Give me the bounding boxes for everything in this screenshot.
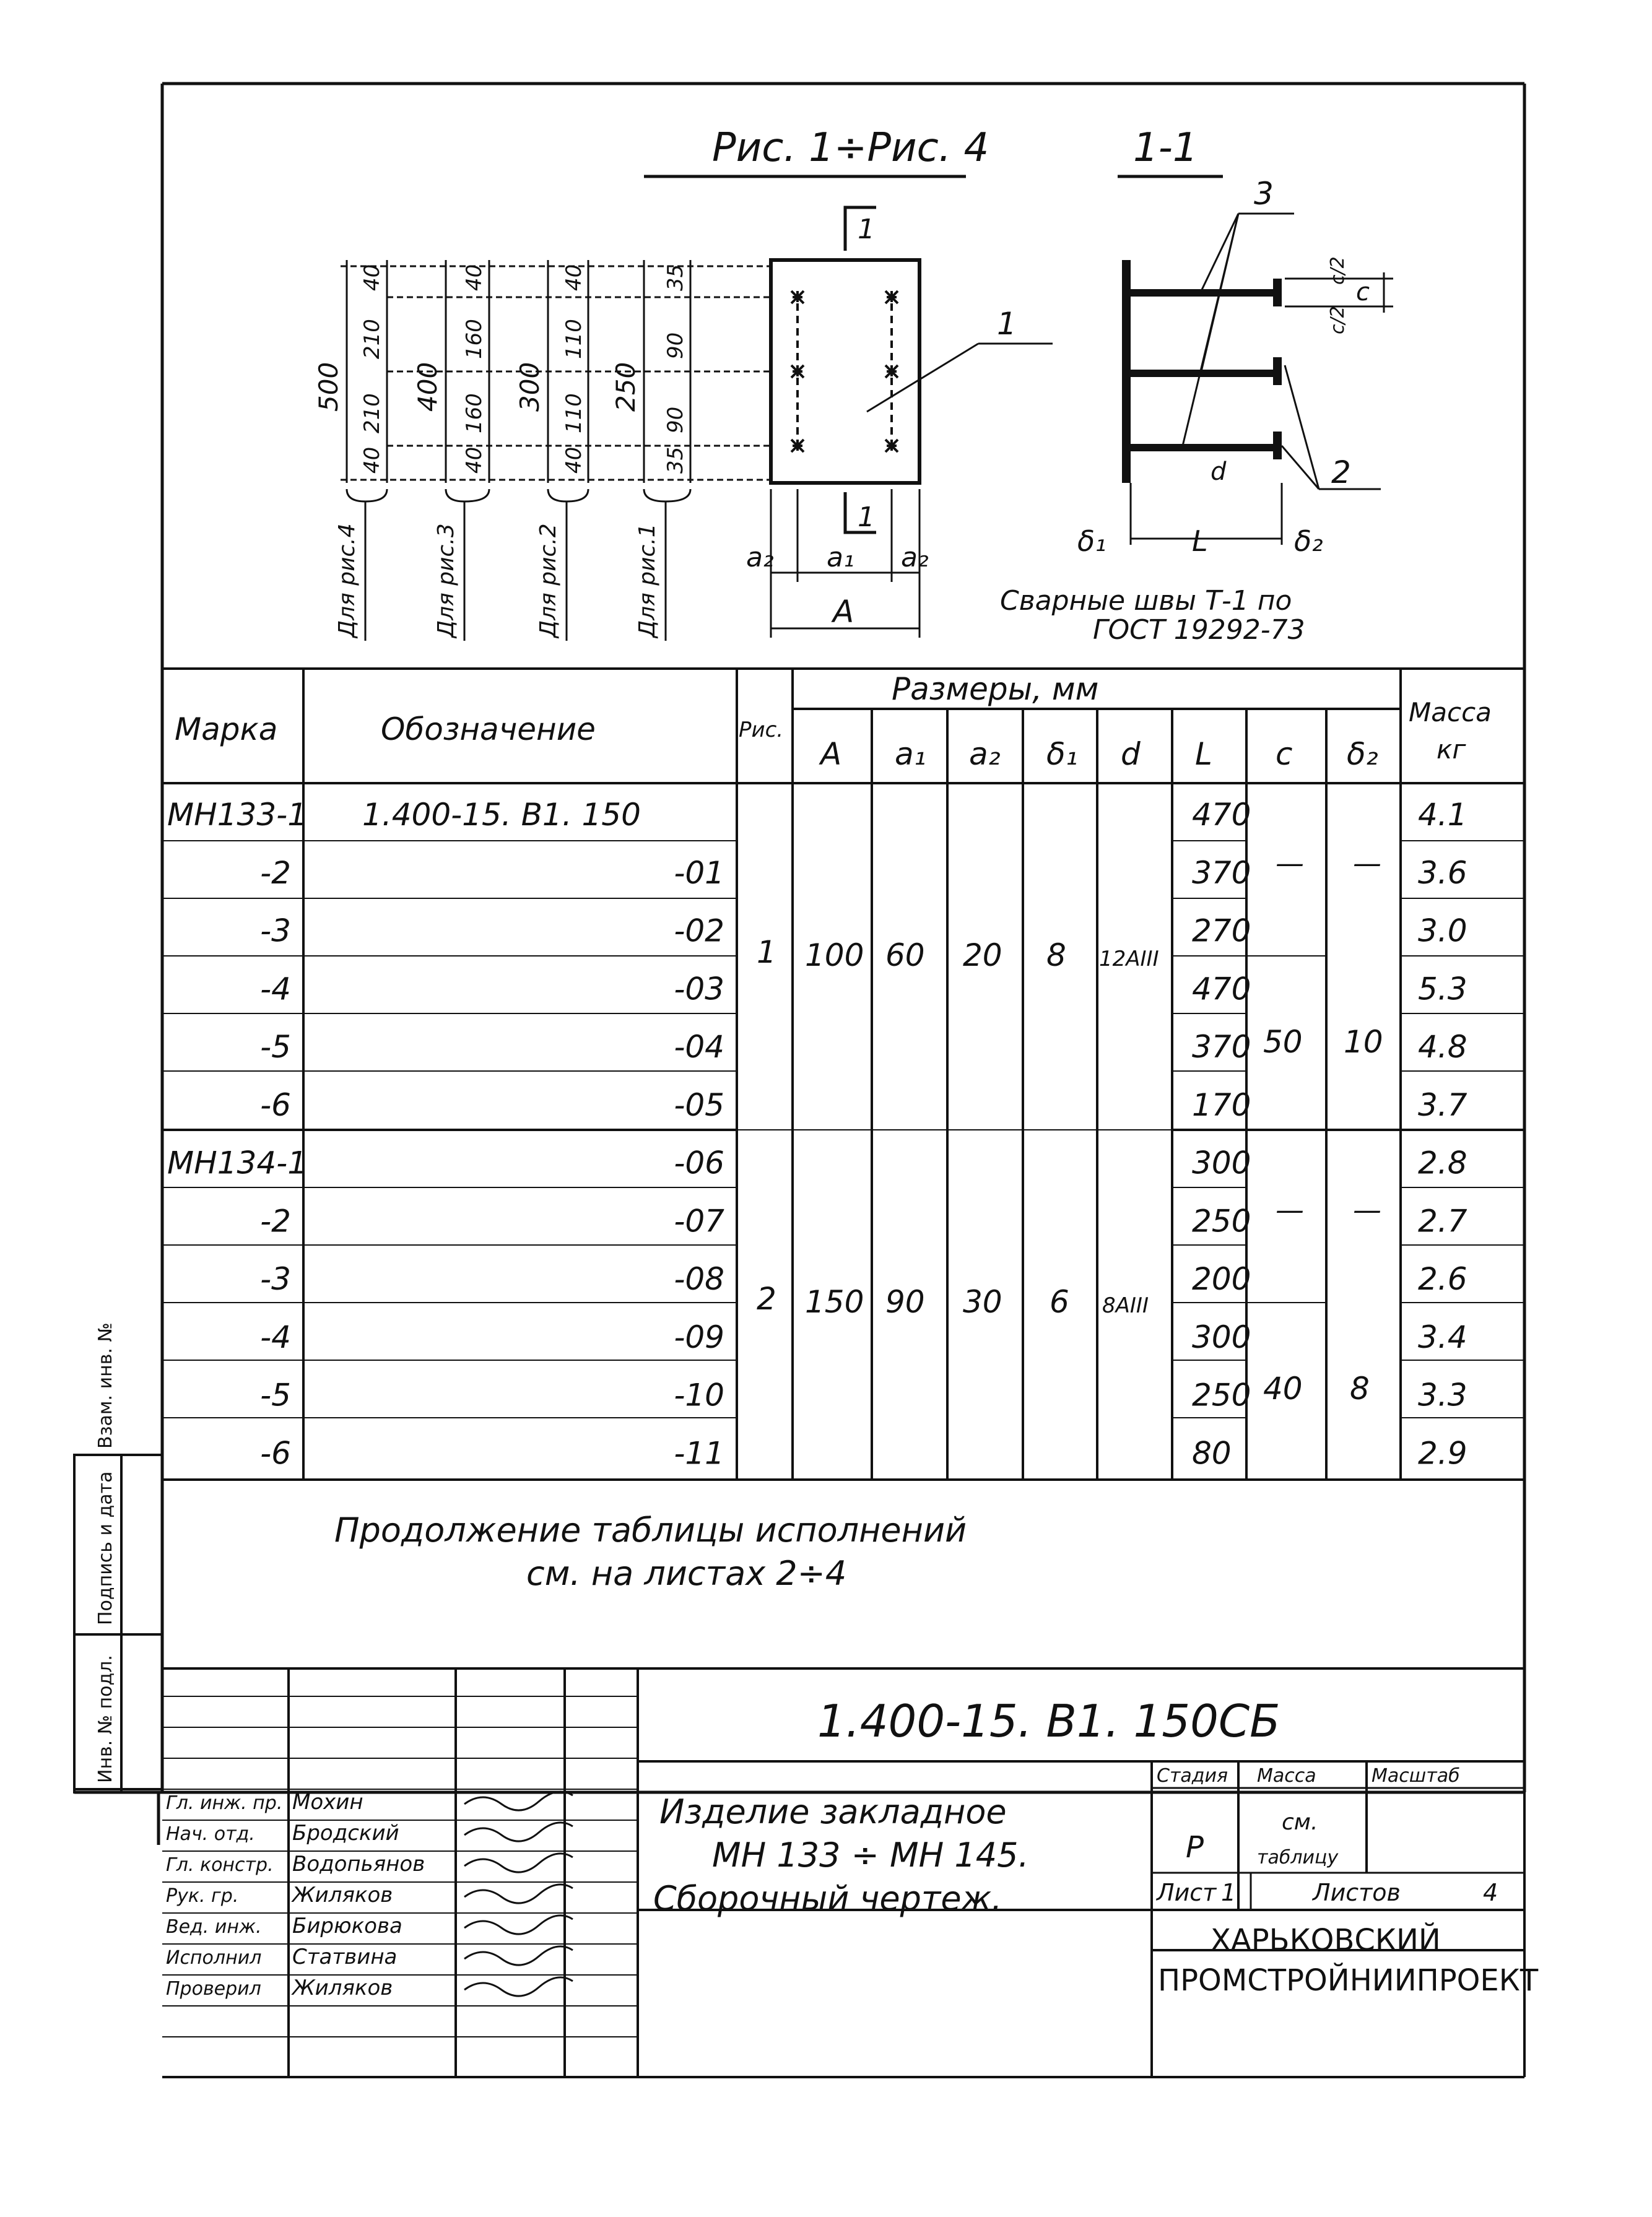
continuation-note-line2: см. на листах 2÷4 (526, 1554, 847, 1593)
cell-L: 300 (1192, 1319, 1251, 1355)
signature-name: Жиляков (292, 1883, 393, 1907)
svg-text:40: 40 (562, 264, 586, 291)
svg-text:40: 40 (462, 264, 487, 291)
header-L: L (1195, 736, 1212, 772)
group-label-4: Для рис.4 (334, 523, 360, 638)
cell-L: 470 (1192, 971, 1251, 1007)
section-label-L: L (1192, 524, 1208, 558)
dim-pitches-3 (462, 264, 487, 474)
cell-mark: -3 (260, 913, 291, 949)
cell-mark: -2 (260, 1203, 291, 1239)
cell-designation: -01 (674, 854, 724, 891)
header-a2: a₂ (969, 736, 1001, 772)
dim-total-1: 250 (611, 362, 641, 412)
callout-plate: 1 (997, 306, 1017, 342)
g2-a2: 30 (963, 1284, 1002, 1320)
cell-designation: -02 (674, 913, 724, 949)
header-mass-unit: кг (1437, 734, 1466, 765)
signature-name: Водопьянов (292, 1852, 425, 1876)
svg-text:40: 40 (360, 264, 385, 291)
mass-value-line1: см. (1282, 1810, 1318, 1835)
svg-text:110: 110 (562, 319, 586, 359)
mass-value-line2: таблицу (1257, 1847, 1339, 1868)
cell-mass: 3.0 (1418, 913, 1467, 949)
cell-mass: 3.4 (1418, 1319, 1467, 1355)
cell-L: 370 (1192, 854, 1251, 891)
cell-mass: 2.7 (1418, 1203, 1467, 1239)
side-stamp-replace: Взам. инв. № (95, 1322, 116, 1449)
dim-pitches-4 (360, 264, 385, 474)
stage-value: Р (1186, 1830, 1204, 1865)
sheets-label: Листов (1313, 1879, 1401, 1906)
header-mark: Марка (175, 711, 278, 747)
cell-mass: 3.6 (1418, 854, 1467, 891)
signature-role: Исполнил (166, 1947, 262, 1969)
section-label-c-half-bottom: c/2 (1327, 306, 1349, 334)
signature-name: Мохин (292, 1790, 363, 1815)
fig-title: Рис. 1÷Рис. 4 (712, 125, 989, 171)
signature-name: Статвина (292, 1945, 398, 1969)
weld-note-line1: Сварные швы Т-1 по (1000, 585, 1292, 617)
spec-table-header (175, 671, 1492, 772)
section-view (1122, 214, 1393, 545)
side-stamp-inv: Инв. № подл. (95, 1655, 116, 1783)
header-mass: Масса (1409, 697, 1492, 727)
title-line1: Изделие закладное (659, 1792, 1007, 1831)
signature-scribble (464, 1854, 573, 1872)
cell-L: 170 (1192, 1087, 1251, 1123)
cell-mark: МН134-1 (167, 1145, 308, 1181)
side-stamp-frame (74, 1455, 162, 1792)
doc-code: 1.400-15. В1. 150СБ (817, 1695, 1280, 1747)
g2-A: 150 (805, 1284, 864, 1320)
group1-cells (757, 846, 1383, 1060)
svg-text:40: 40 (562, 446, 586, 474)
svg-text:160: 160 (462, 393, 487, 433)
cell-L: 270 (1192, 913, 1251, 949)
org-line2: ПРОМСТРОЙНИИПРОЕКТ (1158, 1963, 1539, 1998)
cell-mass: 4.8 (1418, 1029, 1467, 1065)
g2-delta2-bottom: 8 (1350, 1371, 1370, 1407)
g2-c-bottom: 40 (1263, 1371, 1303, 1407)
header-fig: Рис. (739, 718, 784, 742)
continuation-note-line1: Продолжение таблицы исполнений (334, 1511, 967, 1550)
section-label-delta1: δ₁ (1077, 524, 1106, 558)
svg-text:40: 40 (360, 446, 385, 474)
section-label-d: d (1211, 458, 1227, 486)
cell-L: 250 (1192, 1203, 1251, 1239)
signature-name: Бродский (292, 1821, 399, 1846)
org-line1: ХАРЬКОВСКИЙ (1211, 1923, 1441, 1958)
cell-designation: -03 (674, 971, 724, 1007)
spec-table-grid (162, 669, 1524, 1480)
group2-cells (757, 1193, 1381, 1407)
g1-d: 12AIII (1099, 947, 1159, 971)
section-title: 1-1 (1133, 125, 1198, 171)
cell-L: 80 (1192, 1435, 1232, 1472)
mass-label: Масса (1257, 1765, 1316, 1787)
section-mark-bottom: 1 (858, 501, 875, 533)
cell-mark: -3 (260, 1261, 291, 1297)
signature-role: Гл. инж. пр. (166, 1792, 283, 1814)
svg-text:35: 35 (663, 264, 688, 291)
signature-role: Вед. инж. (166, 1916, 262, 1938)
cell-mark: -6 (260, 1087, 291, 1123)
g1-a2: 20 (963, 937, 1002, 973)
sheets-value: 4 (1483, 1879, 1498, 1906)
signature-scribble (464, 1977, 573, 1996)
svg-text:210: 210 (360, 319, 385, 359)
cell-mark: -6 (260, 1435, 291, 1472)
cell-mass: 2.9 (1418, 1435, 1467, 1472)
signature-role: Проверил (166, 1978, 261, 2000)
g1-c-top: — (1276, 846, 1304, 880)
cell-designation: -11 (674, 1435, 724, 1472)
svg-text:110: 110 (562, 393, 586, 433)
dim-pitches-1 (663, 264, 688, 474)
cell-designation: 1.400-15. В1. 150 (362, 797, 641, 833)
dim-total-4: 500 (313, 362, 344, 412)
section-label-c: c (1356, 278, 1370, 306)
cell-mass: 5.3 (1418, 971, 1467, 1007)
dim-total-2: 300 (515, 362, 545, 412)
dim-pitches-2 (562, 264, 586, 474)
cell-mark: -4 (260, 971, 291, 1007)
g2-c-top: — (1276, 1193, 1304, 1226)
cell-designation: -04 (674, 1029, 724, 1065)
svg-text:210: 210 (360, 393, 385, 433)
cell-mass: 4.1 (1418, 797, 1467, 833)
signature-name: Жиляков (292, 1976, 393, 2000)
header-dims: Размеры, мм (892, 671, 1099, 707)
side-stamp-sign: Подпись и дата (95, 1471, 116, 1625)
signature-scribble (464, 1915, 573, 1934)
cell-designation: -09 (674, 1319, 724, 1355)
header-delta1: δ₁ (1046, 736, 1078, 772)
cell-mass: 3.3 (1418, 1377, 1467, 1413)
cell-mass: 3.7 (1418, 1087, 1467, 1123)
callout-rod: 3 (1254, 176, 1274, 212)
signature-rows (166, 1790, 573, 2000)
cell-mass: 2.8 (1418, 1145, 1467, 1181)
signature-scribble (464, 1885, 573, 1903)
plate-anchor-marks (791, 291, 898, 452)
stage-label: Стадия (1157, 1765, 1228, 1787)
signature-role: Нач. отд. (166, 1823, 255, 1845)
svg-text:35: 35 (663, 446, 688, 474)
label-a2-right: a₂ (901, 542, 929, 573)
group-label-2: Для рис.2 (536, 523, 561, 638)
g1-delta2-bottom: 10 (1344, 1024, 1383, 1060)
g1-fig: 1 (757, 934, 776, 970)
g1-delta2-top: — (1353, 846, 1381, 880)
g1-delta1: 8 (1046, 937, 1066, 973)
svg-text:160: 160 (462, 319, 487, 359)
sheet-value: 1 (1221, 1879, 1237, 1906)
weld-note-line2: ГОСТ 19292-73 (1093, 614, 1305, 646)
cell-designation: -07 (674, 1203, 724, 1239)
signature-role: Гл. констр. (166, 1854, 274, 1876)
signature-scribble (464, 1792, 573, 1810)
cell-mark: -4 (260, 1319, 291, 1355)
group-label-1: Для рис.1 (635, 523, 660, 638)
signature-scribble (464, 1823, 573, 1841)
cell-mark: -5 (260, 1029, 291, 1065)
cell-L: 370 (1192, 1029, 1251, 1065)
g1-c-bottom: 50 (1263, 1024, 1303, 1060)
g2-fig: 2 (757, 1281, 776, 1317)
svg-text:90: 90 (663, 332, 688, 359)
signature-scribble (464, 1946, 573, 1965)
section-mark-top: 1 (858, 214, 875, 245)
header-d: d (1121, 736, 1141, 772)
cell-designation: -05 (674, 1087, 724, 1123)
cell-L: 300 (1192, 1145, 1251, 1181)
cell-L: 250 (1192, 1377, 1251, 1413)
cell-L: 470 (1192, 797, 1251, 833)
section-label-delta2: δ₂ (1294, 524, 1323, 558)
g1-A: 100 (805, 937, 864, 973)
g2-delta2-top: — (1353, 1193, 1381, 1226)
signature-role: Рук. гр. (166, 1885, 239, 1907)
cell-mark: -5 (260, 1377, 291, 1413)
group-label-3: Для рис.3 (433, 523, 459, 638)
g2-delta1: 6 (1050, 1284, 1069, 1320)
cell-mark: МН133-1 (167, 797, 308, 833)
header-delta2: δ₂ (1347, 736, 1378, 772)
signature-name: Бирюкова (292, 1914, 402, 1938)
cell-L: 200 (1192, 1261, 1251, 1297)
g2-a1: 90 (885, 1284, 925, 1320)
g2-d: 8AIII (1102, 1293, 1149, 1318)
cell-designation: -10 (674, 1377, 724, 1413)
section-label-c-half-top: c/2 (1327, 256, 1349, 285)
sheet-label: Лист (1157, 1879, 1217, 1906)
header-designation: Обозначение (381, 711, 596, 747)
cell-mark: -2 (260, 854, 291, 891)
title-line2: МН 133 ÷ МН 145. (712, 1836, 1029, 1875)
dim-total-3: 400 (412, 362, 443, 412)
label-A: A (833, 594, 854, 630)
cell-designation: -08 (674, 1261, 724, 1297)
cell-designation: -06 (674, 1145, 724, 1181)
g1-a1: 60 (885, 937, 925, 973)
svg-text:90: 90 (663, 406, 688, 433)
callout-cap: 2 (1331, 454, 1351, 490)
cell-mass: 2.6 (1418, 1261, 1467, 1297)
label-a2-left: a₂ (746, 542, 774, 573)
header-c: c (1276, 736, 1293, 772)
title-line3: Сборочный чертеж. (653, 1879, 1002, 1918)
svg-text:40: 40 (462, 446, 487, 474)
header-A: A (820, 736, 842, 772)
scale-label: Масштаб (1372, 1765, 1460, 1787)
header-a1: a₁ (895, 736, 926, 772)
label-a1: a₁ (827, 542, 854, 573)
